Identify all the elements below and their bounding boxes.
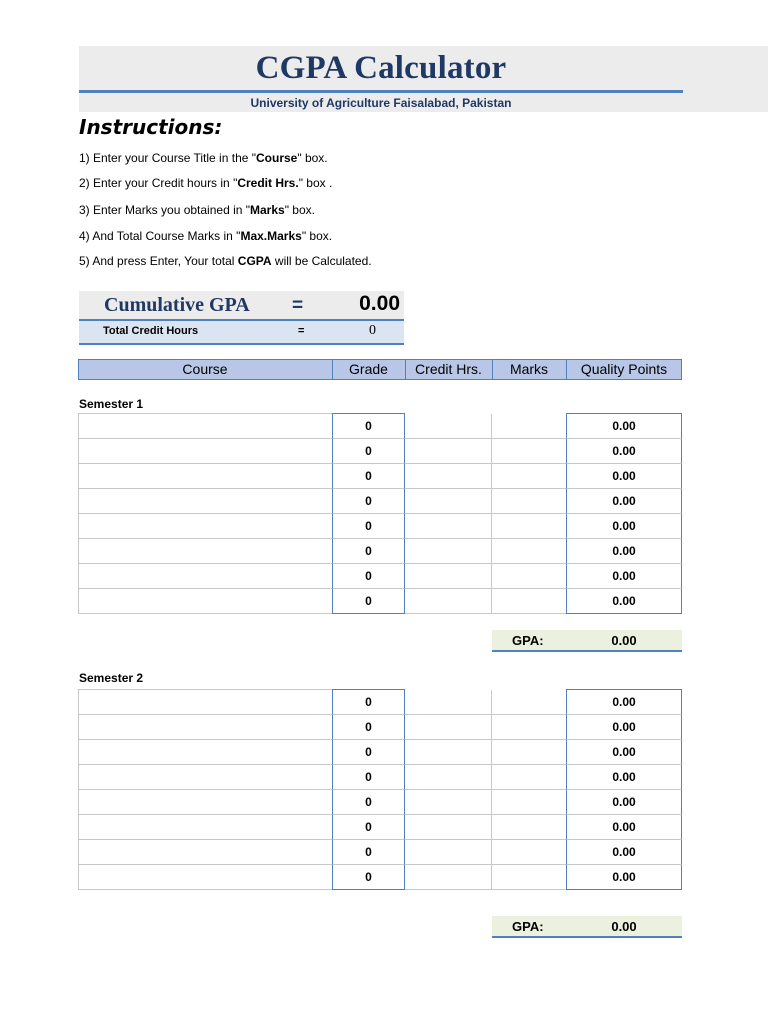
quality-points-cell: 0.00 (566, 715, 682, 740)
column-header-grade: Grade (349, 361, 388, 377)
grade-cell: 0 (332, 564, 405, 589)
grade-cell: 0 (332, 589, 405, 614)
quality-points-cell: 0.00 (566, 840, 682, 865)
quality-points-cell: 0.00 (566, 464, 682, 489)
instruction-keyword: Marks (250, 203, 285, 217)
grade-cell: 0 (332, 414, 405, 439)
qp-bottom-border (566, 613, 682, 614)
quality-points-cell: 0.00 (566, 514, 682, 539)
credit-hrs-cell[interactable] (405, 439, 492, 464)
marks-cell[interactable] (492, 715, 566, 740)
table-row (78, 464, 682, 489)
instruction-text: " box. (297, 151, 328, 165)
grade-cell: 0 (332, 539, 405, 564)
credit-hrs-cell[interactable] (405, 414, 492, 439)
instruction-text: " box . (298, 176, 333, 190)
instruction-text: " box. (284, 203, 315, 217)
semester-2-table (78, 689, 682, 890)
credit-hrs-cell[interactable] (405, 865, 492, 890)
marks-cell[interactable] (492, 439, 566, 464)
column-header-marks: Marks (509, 361, 549, 377)
grade-cell: 0 (332, 765, 405, 790)
grade-cell: 0 (332, 464, 405, 489)
course-cell[interactable] (78, 790, 332, 815)
semester-1-gpa-label: GPA: (512, 633, 544, 648)
cgpa-label: Cumulative GPA (104, 294, 250, 316)
quality-points-cell: 0.00 (566, 765, 682, 790)
marks-cell[interactable] (492, 589, 566, 614)
quality-points-cell: 0.00 (566, 414, 682, 439)
marks-cell[interactable] (492, 840, 566, 865)
marks-cell[interactable] (492, 865, 566, 890)
semester-1-table (78, 413, 682, 614)
table-row (78, 439, 682, 464)
table-row (78, 715, 682, 740)
credit-hrs-cell[interactable] (405, 514, 492, 539)
course-cell[interactable] (78, 589, 332, 614)
total-credit-label: Total Credit Hours (103, 325, 199, 337)
column-header-course: Course (182, 361, 228, 377)
instruction-text: 1) Enter your Course Title in the " (79, 151, 257, 165)
credit-hrs-cell[interactable] (405, 715, 492, 740)
instruction-keyword: Max.Marks (240, 229, 302, 243)
credit-hrs-cell[interactable] (405, 539, 492, 564)
course-cell[interactable] (78, 765, 332, 790)
column-header-quality-points: Quality Points (580, 361, 668, 377)
instruction-text: 4) And Total Course Marks in " (79, 229, 241, 243)
course-cell[interactable] (78, 539, 332, 564)
credit-hrs-cell[interactable] (405, 589, 492, 614)
table-row (78, 790, 682, 815)
column-header-credit: Credit Hrs. (415, 361, 482, 377)
instruction-line-4 (79, 229, 332, 243)
course-cell[interactable] (78, 840, 332, 865)
table-row (78, 414, 682, 439)
instruction-line-2 (79, 176, 332, 190)
instruction-text: 5) And press Enter, Your total (79, 254, 238, 268)
quality-points-cell: 0.00 (566, 564, 682, 589)
marks-cell[interactable] (492, 815, 566, 840)
grade-bottom-border (332, 889, 405, 890)
grade-cell: 0 (332, 815, 405, 840)
marks-cell[interactable] (492, 539, 566, 564)
marks-cell[interactable] (492, 464, 566, 489)
qp-bottom-border (566, 889, 682, 890)
quality-points-cell: 0.00 (566, 589, 682, 614)
grade-cell: 0 (332, 865, 405, 890)
grade-cell: 0 (332, 840, 405, 865)
course-cell[interactable] (78, 514, 332, 539)
marks-cell[interactable] (492, 564, 566, 589)
table-row (78, 539, 682, 564)
table-row (78, 514, 682, 539)
semester-2-gpa-label: GPA: (512, 919, 544, 934)
total-credit-value: 0 (369, 323, 376, 338)
credit-hrs-cell[interactable] (405, 690, 492, 715)
quality-points-cell: 0.00 (566, 539, 682, 564)
instruction-line-1 (79, 151, 328, 165)
course-cell[interactable] (78, 439, 332, 464)
total-credit-equals: = (298, 325, 305, 337)
credit-hrs-cell[interactable] (405, 564, 492, 589)
quality-points-cell: 0.00 (566, 815, 682, 840)
credit-hrs-cell[interactable] (405, 464, 492, 489)
marks-cell[interactable] (492, 690, 566, 715)
instruction-text: 2) Enter your Credit hours in " (79, 176, 238, 190)
grade-cell: 0 (332, 489, 405, 514)
credit-hrs-cell[interactable] (405, 815, 492, 840)
semester-2-label: Semester 2 (79, 671, 144, 685)
credit-hrs-cell[interactable] (405, 740, 492, 765)
grade-cell: 0 (332, 790, 405, 815)
instruction-keyword: Course (256, 151, 298, 165)
quality-points-cell: 0.00 (566, 489, 682, 514)
instruction-text: 3) Enter Marks you obtained in " (79, 203, 251, 217)
table-row (78, 865, 682, 890)
course-cell[interactable] (78, 865, 332, 890)
page-title: CGPA Calculator (255, 50, 507, 86)
grade-cell: 0 (332, 439, 405, 464)
credit-hrs-cell[interactable] (405, 765, 492, 790)
marks-cell[interactable] (492, 765, 566, 790)
quality-points-cell: 0.00 (566, 740, 682, 765)
marks-cell[interactable] (492, 414, 566, 439)
course-cell[interactable] (78, 690, 332, 715)
grade-cell: 0 (332, 715, 405, 740)
table-row (78, 564, 682, 589)
course-cell[interactable] (78, 464, 332, 489)
instructions-heading: Instructions: (79, 115, 223, 139)
credit-hrs-cell[interactable] (405, 840, 492, 865)
page-subtitle: University of Agriculture Faisalabad, Pakistan (250, 96, 512, 110)
quality-points-cell: 0.00 (566, 790, 682, 815)
table-row (78, 589, 682, 614)
table-row (78, 690, 682, 715)
quality-points-cell: 0.00 (566, 439, 682, 464)
credit-hrs-cell[interactable] (405, 790, 492, 815)
table-row (78, 740, 682, 765)
course-cell[interactable] (78, 414, 332, 439)
marks-cell[interactable] (492, 489, 566, 514)
table-row (78, 489, 682, 514)
instruction-keyword: Credit Hrs. (237, 176, 299, 190)
instruction-text: will be Calculated. (271, 254, 372, 268)
course-cell[interactable] (78, 740, 332, 765)
grade-cell: 0 (332, 690, 405, 715)
title-rule (79, 90, 683, 93)
credit-hrs-cell[interactable] (405, 489, 492, 514)
table-row (78, 815, 682, 840)
quality-points-cell: 0.00 (566, 865, 682, 890)
course-cell[interactable] (78, 564, 332, 589)
grade-cell: 0 (332, 514, 405, 539)
instruction-text: " box. (301, 229, 333, 243)
marks-cell[interactable] (492, 514, 566, 539)
instruction-line-3 (79, 203, 315, 217)
cgpa-equals: = (292, 295, 304, 316)
marks-cell[interactable] (492, 790, 566, 815)
grade-cell: 0 (332, 740, 405, 765)
semester-2-gpa-value: 0.00 (611, 919, 637, 934)
instruction-line-5 (79, 254, 372, 268)
table-row (78, 840, 682, 865)
cgpa-value: 0.00 (359, 292, 400, 315)
semester-1-gpa-value: 0.00 (611, 633, 637, 648)
course-cell[interactable] (78, 815, 332, 840)
course-cell[interactable] (78, 489, 332, 514)
grade-bottom-border (332, 613, 405, 614)
quality-points-cell: 0.00 (566, 690, 682, 715)
instruction-keyword: CGPA (237, 254, 272, 268)
semester-1-label: Semester 1 (79, 397, 144, 411)
course-cell[interactable] (78, 715, 332, 740)
table-row (78, 765, 682, 790)
marks-cell[interactable] (492, 740, 566, 765)
